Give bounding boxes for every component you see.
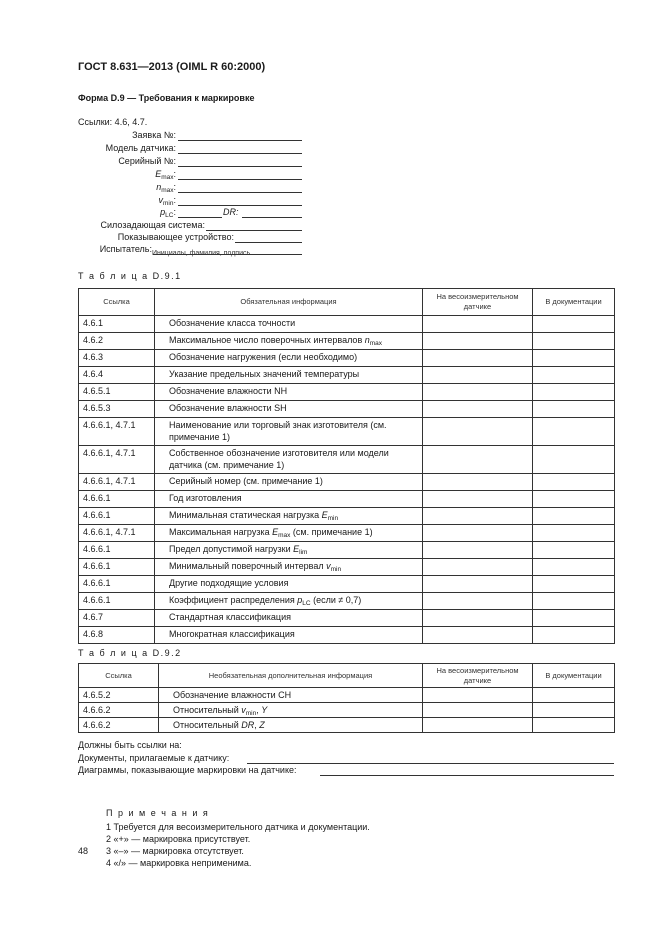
diagrams-label: Диаграммы, показывающие маркировки на датчике: bbox=[78, 765, 297, 775]
on-sensor-cell[interactable] bbox=[423, 703, 533, 718]
table-row bbox=[79, 401, 615, 418]
in-docs-cell[interactable] bbox=[533, 508, 615, 525]
row-info: Минимальный поверочный интервал $v_{min}$ bbox=[155, 559, 423, 576]
row-ref: 4.6.4 bbox=[79, 367, 155, 384]
indicator-label: Показывающее устройство: bbox=[117, 232, 234, 242]
in-docs-cell[interactable] bbox=[533, 446, 615, 474]
on-sensor-cell[interactable] bbox=[423, 418, 533, 446]
table-row bbox=[79, 525, 615, 542]
table-row bbox=[79, 350, 615, 367]
in-docs-cell[interactable] bbox=[533, 333, 615, 350]
in-docs-cell[interactable] bbox=[533, 367, 615, 384]
table-row bbox=[79, 446, 615, 474]
notes-title: П р и м е ч а н и я bbox=[106, 808, 210, 818]
in-docs-cell[interactable] bbox=[533, 718, 615, 733]
on-sensor-cell[interactable] bbox=[423, 576, 533, 593]
row-ref: 4.6.5.1 bbox=[79, 384, 155, 401]
row-info: Обозначение влажности CH bbox=[159, 688, 423, 703]
standard-header: ГОСТ 8.631—2013 (OIML R 60:2000) bbox=[78, 61, 266, 73]
col-in-docs: В документации bbox=[533, 664, 615, 688]
on-sensor-cell[interactable] bbox=[423, 559, 533, 576]
on-sensor-cell[interactable] bbox=[423, 367, 533, 384]
diagrams-field[interactable] bbox=[320, 775, 614, 776]
emax-label: $E_{max}$: bbox=[155, 169, 176, 181]
table-row bbox=[79, 418, 615, 446]
page-number: 48 bbox=[78, 846, 89, 856]
row-info: Год изготовления bbox=[155, 491, 423, 508]
row-info: Максимальное число поверочных интервалов $n_{max}$ bbox=[155, 333, 423, 350]
on-sensor-cell[interactable] bbox=[423, 508, 533, 525]
nmax-field[interactable] bbox=[178, 192, 302, 193]
table-row bbox=[79, 508, 615, 525]
in-docs-cell[interactable] bbox=[533, 401, 615, 418]
table-row bbox=[79, 333, 615, 350]
row-info: Относительный DR, Z bbox=[159, 718, 423, 733]
on-sensor-cell[interactable] bbox=[423, 384, 533, 401]
note-4: 4 «/» — маркировка неприменима. bbox=[106, 858, 252, 868]
table-row bbox=[79, 384, 615, 401]
force-system-label: Силозадающая система: bbox=[100, 220, 205, 230]
in-docs-cell[interactable] bbox=[533, 576, 615, 593]
dr-field[interactable] bbox=[242, 217, 302, 218]
row-ref: 4.6.6.1, 4.7.1 bbox=[79, 446, 155, 474]
col-in-docs: В документации bbox=[533, 289, 615, 316]
tester-label: Испытатель: bbox=[99, 244, 152, 254]
dr-label: DR: bbox=[223, 207, 239, 217]
row-ref: 4.6.6.2 bbox=[79, 703, 159, 718]
row-info: Другие подходящие условия bbox=[155, 576, 423, 593]
row-info: Обозначение класса точности bbox=[155, 316, 423, 333]
row-ref: 4.6.6.1 bbox=[79, 508, 155, 525]
table-row bbox=[79, 703, 615, 718]
in-docs-cell[interactable] bbox=[533, 350, 615, 367]
form-title: Форма D.9 — Требования к маркировке bbox=[78, 93, 255, 103]
on-sensor-cell[interactable] bbox=[423, 525, 533, 542]
col-on-sensor: На весоизмерительном датчике bbox=[423, 664, 533, 688]
row-ref: 4.6.8 bbox=[79, 627, 155, 644]
on-sensor-cell[interactable] bbox=[423, 593, 533, 610]
table-row bbox=[79, 576, 615, 593]
in-docs-cell[interactable] bbox=[533, 703, 615, 718]
table-row bbox=[79, 316, 615, 333]
plc-label: $p_{LC}$: bbox=[160, 207, 176, 219]
links-title: Должны быть ссылки на: bbox=[78, 740, 182, 750]
col-mandatory-info: Обязательная информация bbox=[155, 289, 423, 316]
on-sensor-cell[interactable] bbox=[423, 316, 533, 333]
note-1: 1 Требуется для весоизмерительного датчика и документации. bbox=[106, 822, 370, 832]
row-info: Стандартная классификация bbox=[155, 610, 423, 627]
row-ref: 4.6.7 bbox=[79, 610, 155, 627]
row-ref: 4.6.6.1 bbox=[79, 542, 155, 559]
row-info: Обозначение нагружения (если необходимо) bbox=[155, 350, 423, 367]
in-docs-cell[interactable] bbox=[533, 559, 615, 576]
indicator-field[interactable] bbox=[235, 242, 302, 243]
in-docs-cell[interactable] bbox=[533, 593, 615, 610]
row-info: Максимальная нагрузка $E_{max}$ (см. примечание 1) bbox=[155, 525, 423, 542]
tester-caption: Инициалы, фамилия, подпись bbox=[152, 250, 251, 257]
row-ref: 4.6.6.1, 4.7.1 bbox=[79, 525, 155, 542]
row-info: Коэффициент распределения $p_{LC}$ (если ≠ 0,7) bbox=[155, 593, 423, 610]
on-sensor-cell[interactable] bbox=[423, 542, 533, 559]
on-sensor-cell[interactable] bbox=[423, 718, 533, 733]
table-row bbox=[79, 474, 615, 491]
on-sensor-cell[interactable] bbox=[423, 688, 533, 703]
in-docs-cell[interactable] bbox=[533, 418, 615, 446]
row-ref: 4.6.6.1 bbox=[79, 593, 155, 610]
vmin-field[interactable] bbox=[178, 205, 302, 206]
in-docs-cell[interactable] bbox=[533, 384, 615, 401]
table-optional-info bbox=[78, 663, 615, 733]
row-ref: 4.6.6.2 bbox=[79, 718, 159, 733]
in-docs-cell[interactable] bbox=[533, 474, 615, 491]
table-row bbox=[79, 718, 615, 733]
model-label: Модель датчика: bbox=[105, 143, 176, 153]
row-info: Предел допустимой нагрузки $E_{lim}$ bbox=[155, 542, 423, 559]
on-sensor-cell[interactable] bbox=[423, 610, 533, 627]
on-sensor-cell[interactable] bbox=[423, 627, 533, 644]
serial-label: Серийный №: bbox=[118, 156, 176, 166]
in-docs-cell[interactable] bbox=[533, 316, 615, 333]
table-row bbox=[79, 491, 615, 508]
row-info: Обозначение влажности SH bbox=[155, 401, 423, 418]
table-mandatory-info bbox=[78, 288, 615, 644]
application-field[interactable] bbox=[178, 140, 302, 141]
row-info: Минимальная статическая нагрузка $E_{min}$ bbox=[155, 508, 423, 525]
table1-title: Т а б л и ц а D.9.1 bbox=[78, 271, 182, 281]
table-row bbox=[79, 559, 615, 576]
table-row bbox=[79, 627, 615, 644]
row-ref: 4.6.6.1 bbox=[79, 576, 155, 593]
row-ref: 4.6.6.1, 4.7.1 bbox=[79, 474, 155, 491]
row-info: Относительный $v_{min}$, Y bbox=[159, 703, 423, 718]
col-optional-info: Необязательная дополнительная информация bbox=[159, 664, 423, 688]
docs-field[interactable] bbox=[247, 763, 614, 764]
model-field[interactable] bbox=[178, 153, 302, 154]
row-ref: 4.6.3 bbox=[79, 350, 155, 367]
plc-field[interactable] bbox=[178, 217, 222, 218]
row-ref: 4.6.5.2 bbox=[79, 688, 159, 703]
row-info: Серийный номер (см. примечание 1) bbox=[155, 474, 423, 491]
on-sensor-cell[interactable] bbox=[423, 446, 533, 474]
docs-label: Документы, прилагаемые к датчику: bbox=[78, 753, 230, 763]
col-ref: Ссылка bbox=[79, 289, 155, 316]
references-line: Ссылки: 4.6, 4.7. bbox=[78, 117, 148, 127]
row-info: Обозначение влажности NH bbox=[155, 384, 423, 401]
row-info: Наименование или торговый знак изготовителя (см. примечание 1) bbox=[155, 418, 423, 446]
on-sensor-cell[interactable] bbox=[423, 333, 533, 350]
serial-field[interactable] bbox=[178, 166, 302, 167]
on-sensor-cell[interactable] bbox=[423, 491, 533, 508]
table-row bbox=[79, 610, 615, 627]
row-info: Собственное обозначение изготовителя или модели датчика (см. примечание 1) bbox=[155, 446, 423, 474]
emax-field[interactable] bbox=[178, 179, 302, 180]
on-sensor-cell[interactable] bbox=[423, 474, 533, 491]
in-docs-cell[interactable] bbox=[533, 610, 615, 627]
in-docs-cell[interactable] bbox=[533, 491, 615, 508]
note-3: 3 «–» — маркировка отсутствует. bbox=[106, 846, 244, 856]
row-ref: 4.6.5.3 bbox=[79, 401, 155, 418]
row-ref: 4.6.1 bbox=[79, 316, 155, 333]
table-row bbox=[79, 542, 615, 559]
in-docs-cell[interactable] bbox=[533, 627, 615, 644]
row-info: Многократная классификация bbox=[155, 627, 423, 644]
in-docs-cell[interactable] bbox=[533, 542, 615, 559]
force-system-field[interactable] bbox=[206, 230, 302, 231]
row-ref: 4.6.2 bbox=[79, 333, 155, 350]
table-row bbox=[79, 367, 615, 384]
on-sensor-cell[interactable] bbox=[423, 401, 533, 418]
table-row bbox=[79, 593, 615, 610]
col-on-sensor: На весоизмерительном датчике bbox=[423, 289, 533, 316]
row-ref: 4.6.6.1 bbox=[79, 491, 155, 508]
note-2: 2 «+» — маркировка присутствует. bbox=[106, 834, 251, 844]
row-ref: 4.6.6.1 bbox=[79, 559, 155, 576]
row-ref: 4.6.6.1, 4.7.1 bbox=[79, 418, 155, 446]
on-sensor-cell[interactable] bbox=[423, 350, 533, 367]
nmax-label: $n_{max}$: bbox=[156, 182, 176, 194]
col-ref: Ссылка bbox=[79, 664, 159, 688]
in-docs-cell[interactable] bbox=[533, 525, 615, 542]
in-docs-cell[interactable] bbox=[533, 688, 615, 703]
vmin-label: $v_{min}$: bbox=[158, 195, 176, 207]
row-info: Указание предельных значений температуры bbox=[155, 367, 423, 384]
table2-title: Т а б л и ц а D.9.2 bbox=[78, 648, 182, 658]
table-row bbox=[79, 688, 615, 703]
application-label: Заявка №: bbox=[132, 130, 176, 140]
